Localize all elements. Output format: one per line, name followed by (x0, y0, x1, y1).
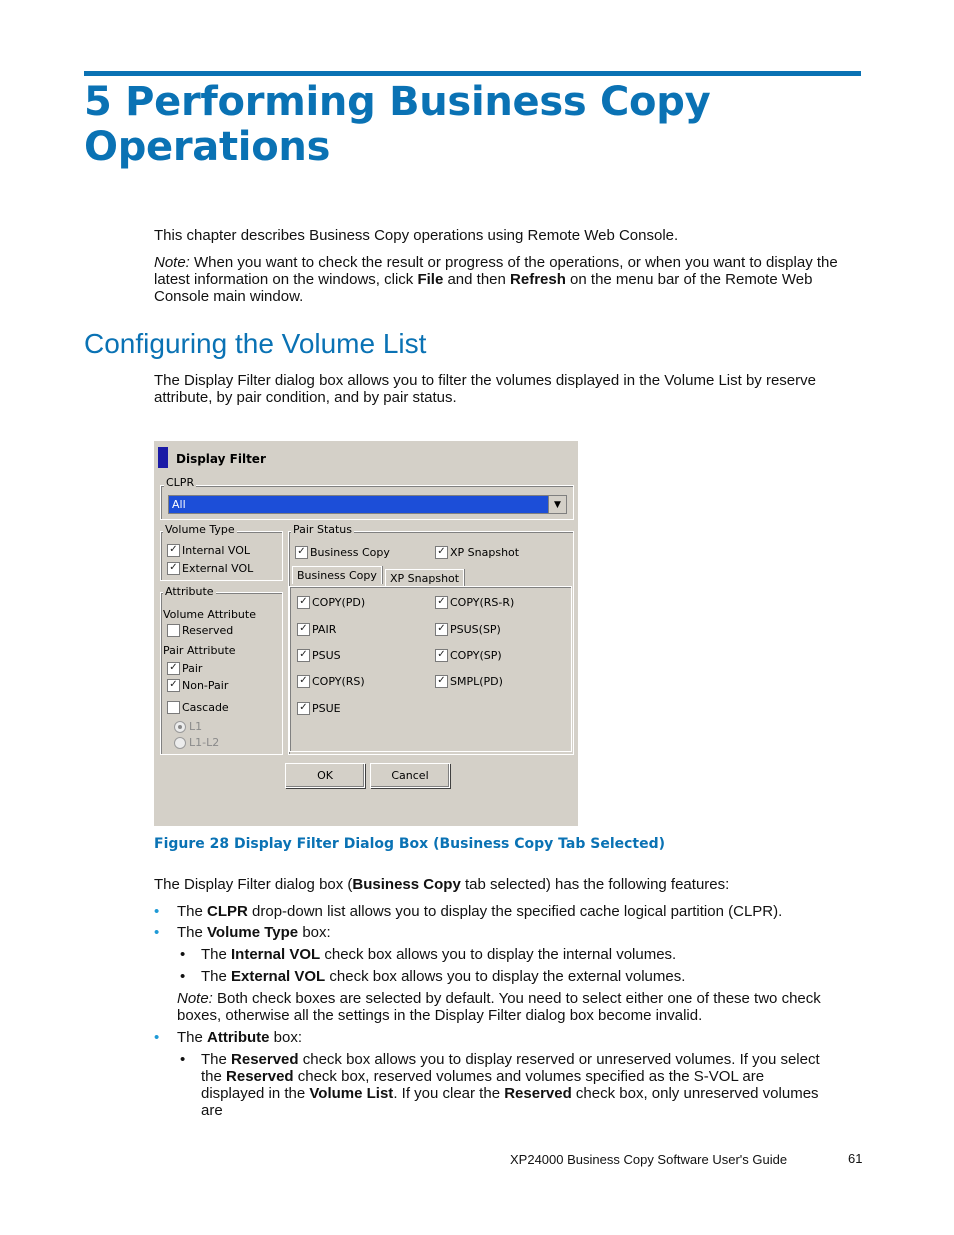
reserved-label: Reserved (182, 624, 234, 637)
clpr-selected-value: All (172, 498, 186, 511)
section-paragraph: The Display Filter dialog box allows you to filter the volumes displayed in the Volume List by reserve attribute, by pair condition, and by pair status. (154, 372, 816, 406)
list-item (154, 1029, 159, 1046)
status-psue-checkbox[interactable]: ✓ (297, 702, 310, 715)
pair-checkbox[interactable]: ✓ (167, 662, 180, 675)
chapter-title-line1: 5 Performing Business Copy (84, 79, 711, 125)
text: The (177, 903, 208, 920)
status-label: COPY(RS) (312, 675, 365, 688)
note-text: and then (443, 271, 511, 288)
attribute-legend: Attribute (165, 585, 214, 598)
l1-l2-label: L1-L2 (189, 736, 220, 749)
sub-bullet-icon: • (180, 968, 186, 985)
pair-label: Pair (182, 662, 203, 675)
internal-vol-checkbox[interactable]: ✓ (167, 544, 180, 557)
chevron-down-icon[interactable]: ▼ (548, 496, 566, 513)
text: box: (298, 924, 331, 941)
text-bold: Volume Type (207, 924, 299, 941)
status-label: COPY(RS-R) (450, 596, 515, 609)
text: The (201, 968, 232, 985)
text-bold: Reserved (504, 1085, 572, 1102)
text-bold: External VOL (231, 968, 326, 985)
status-smpl-pd-checkbox[interactable]: ✓ (435, 675, 448, 688)
note-paragraph (154, 254, 844, 305)
list-item-clpr (177, 903, 782, 920)
text-bold: Reserved (231, 1051, 299, 1068)
status-label: PSUE (312, 702, 341, 715)
note-both-checkboxes (177, 990, 837, 1024)
reserved-checkbox[interactable] (167, 624, 180, 637)
text-bold: Internal VOL (231, 946, 321, 963)
text-bold: Volume List (309, 1085, 394, 1102)
list-item (154, 924, 159, 941)
text: tab selected) has the following features: (460, 876, 730, 893)
features-intro (154, 876, 729, 893)
text: drop-down list allows you to display the specified cache logical partition (CLPR). (247, 903, 783, 920)
sub-bullet-icon: • (180, 946, 186, 963)
text: check box, reserved volumes and volumes specified as the S-VOL are displayed in the (201, 1068, 765, 1102)
bullet-icon: • (154, 1029, 160, 1046)
note-text: When you want to check the result or progress of the operations, or when you want to display the latest information on the windows, click (154, 254, 838, 288)
list-item-internal-vol (201, 946, 676, 963)
ps-xp-snapshot-label: XP Snapshot (450, 546, 520, 559)
tab-business-copy[interactable]: Business Copy (292, 566, 382, 584)
bullet-icon: • (154, 924, 160, 941)
status-pair-checkbox[interactable]: ✓ (297, 623, 310, 636)
status-label: COPY(SP) (450, 649, 502, 662)
text: check box allows you to display the external volumes. (325, 968, 686, 985)
text: The (201, 1051, 232, 1068)
text: The Display Filter dialog box ( (154, 876, 353, 893)
status-label: COPY(PD) (312, 596, 366, 609)
status-copy-rs-r-checkbox[interactable]: ✓ (435, 596, 448, 609)
pair-attribute-label: Pair Attribute (163, 644, 236, 657)
status-label: PAIR (312, 623, 337, 636)
clpr-dropdown[interactable] (168, 495, 567, 514)
text: Both check boxes are selected by default. You need to select either one of these two check boxes, otherwise all the settings in the Display Filter dialog box become invalid. (177, 990, 821, 1024)
title-bar-icon (158, 447, 168, 468)
status-psus-sp-checkbox[interactable]: ✓ (435, 623, 448, 636)
footer-guide-title: XP24000 Business Copy Software User's Guide (510, 1152, 788, 1167)
status-label: SMPL(PD) (450, 675, 503, 688)
cascade-label: Cascade (182, 701, 229, 714)
note-refresh: Refresh (510, 271, 566, 288)
list-item-attribute (177, 1029, 302, 1046)
dialog-title: Display Filter (176, 452, 266, 466)
section-title: Configuring the Volume List (84, 328, 427, 359)
display-filter-dialog (154, 441, 578, 826)
status-copy-rs-checkbox[interactable]: ✓ (297, 675, 310, 688)
ps-xp-snapshot-checkbox[interactable]: ✓ (435, 546, 448, 559)
volume-attribute-label: Volume Attribute (163, 608, 256, 621)
text-bold: CLPR (207, 903, 248, 920)
list-item (154, 903, 159, 920)
cascade-checkbox[interactable] (167, 701, 180, 714)
l1-radio[interactable] (174, 721, 186, 733)
text-bold: Reserved (226, 1068, 294, 1085)
text: check box allows you to display reserved or unreserved volumes. If you select the (201, 1051, 820, 1085)
tab-panel (289, 586, 572, 752)
note-label: Note: (154, 254, 190, 271)
tab-xp-snapshot[interactable]: XP Snapshot (385, 569, 464, 587)
text: . If you clear the (393, 1085, 505, 1102)
ok-button[interactable]: OK (285, 763, 365, 788)
internal-vol-label: Internal VOL (182, 544, 251, 557)
external-vol-label: External VOL (182, 562, 254, 575)
text: The (177, 1029, 208, 1046)
external-vol-checkbox[interactable]: ✓ (167, 562, 180, 575)
text-bold: Business Copy (352, 876, 461, 893)
bullet-icon: • (154, 903, 160, 920)
chapter-title-line2: Operations (84, 124, 331, 170)
status-copy-pd-checkbox[interactable]: ✓ (297, 596, 310, 609)
ps-business-copy-checkbox[interactable]: ✓ (295, 546, 308, 559)
sub-bullet-icon: • (180, 1051, 186, 1068)
status-label: PSUS (312, 649, 341, 662)
text-bold: Attribute (207, 1029, 270, 1046)
intro-paragraph: This chapter describes Business Copy operations using Remote Web Console. (154, 227, 679, 244)
list-item-volume-type (177, 924, 331, 941)
note-label: Note: (177, 990, 213, 1007)
note-text: on the menu bar of the Remote Web Console main window. (154, 271, 813, 305)
status-copy-sp-checkbox[interactable]: ✓ (435, 649, 448, 662)
text: The (201, 946, 232, 963)
note-file: File (417, 271, 444, 288)
cancel-button[interactable]: Cancel (370, 763, 450, 788)
clpr-legend: CLPR (166, 476, 195, 489)
status-label: PSUS(SP) (450, 623, 501, 636)
chapter-title (84, 80, 864, 170)
page-number: 61 (848, 1151, 863, 1166)
list-item-reserved (201, 1051, 831, 1119)
non-pair-checkbox[interactable]: ✓ (167, 679, 180, 692)
status-psus-checkbox[interactable]: ✓ (297, 649, 310, 662)
ps-business-copy-label: Business Copy (310, 546, 390, 559)
text: check box allows you to display the internal volumes. (320, 946, 677, 963)
figure-caption: Figure 28 Display Filter Dialog Box (Business Copy Tab Selected) (154, 836, 666, 852)
pair-status-legend: Pair Status (293, 523, 353, 536)
list-item-external-vol (201, 968, 685, 985)
text: check box, only unreserved volumes are (201, 1085, 819, 1119)
volume-type-legend: Volume Type (165, 523, 235, 536)
l1-label: L1 (189, 720, 203, 733)
l1-l2-radio[interactable] (174, 737, 186, 749)
chapter-rule (84, 71, 861, 76)
text: box: (269, 1029, 303, 1046)
text: The (177, 924, 208, 941)
non-pair-label: Non-Pair (182, 679, 229, 692)
